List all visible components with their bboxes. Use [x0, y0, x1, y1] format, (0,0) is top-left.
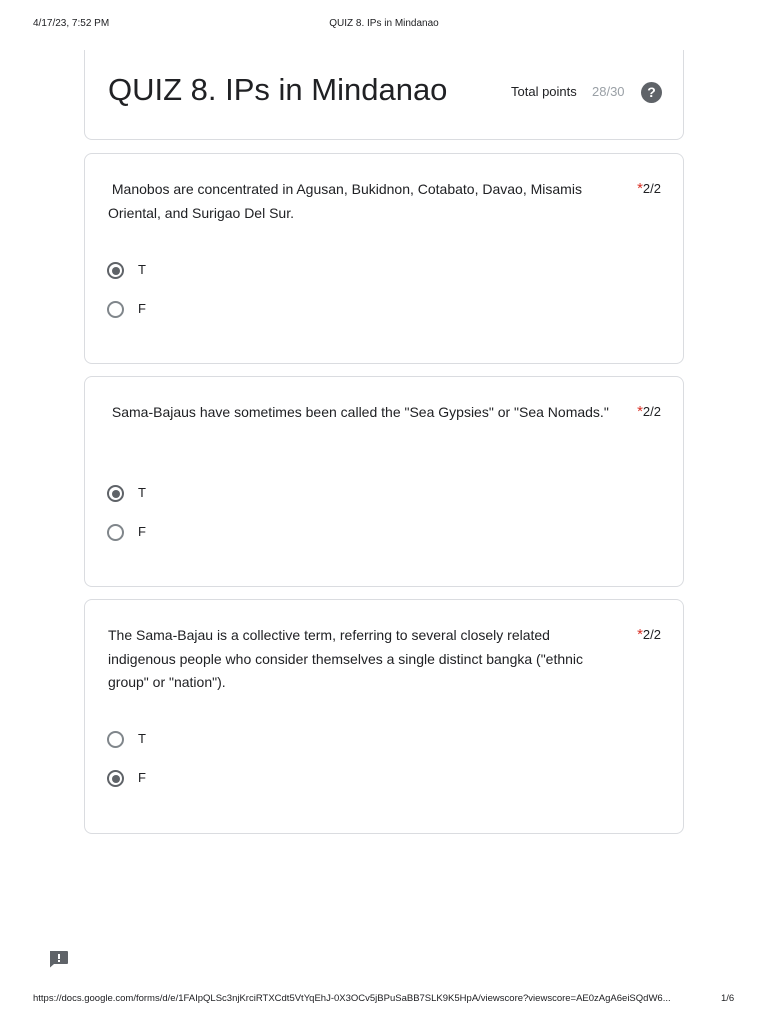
required-asterisk: *	[637, 403, 643, 420]
print-footer	[0, 993, 768, 1007]
question-card	[84, 153, 684, 364]
question-card	[84, 376, 684, 587]
points-value: 2/2	[642, 181, 661, 196]
option-label: T	[138, 731, 146, 746]
radio-unselected-icon[interactable]	[107, 731, 124, 748]
radio-selected-icon[interactable]	[107, 262, 124, 279]
option-label: T	[138, 262, 146, 277]
radio-selected-icon[interactable]	[107, 770, 124, 787]
print-title: QUIZ 8. IPs in Mindanao	[329, 18, 439, 29]
question-text: Sama-Bajaus have sometimes been called the "Sea Gypsies" or "Sea Nomads."	[108, 404, 609, 420]
points-value: 2/2	[642, 627, 661, 642]
question-text: The Sama-Bajau is a collective term, referring to several closely related indigenous people who consider themselves a single distinct bangka ("ethnic group" or "nation").	[108, 627, 587, 690]
help-icon[interactable]: ?	[641, 82, 662, 103]
question-text: Manobos are concentrated in Agusan, Bukidnon, Cotabato, Davao, Misamis Oriental, and Surigao Del Sur.	[108, 181, 586, 221]
option-label: F	[138, 301, 146, 316]
radio-unselected-icon[interactable]	[107, 301, 124, 318]
print-url: https://docs.google.com/forms/d/e/1FAIpQLSc3njKrciRTXCdt5VtYqEhJ-0X3OCv5jBPuSaBB7SLK9K5HpA/viewscore?viewscore=AE0zAgA6eiSQdW6...	[33, 993, 671, 1004]
feedback-icon[interactable]	[48, 950, 69, 968]
question-card	[84, 599, 684, 834]
page-number: 1/6	[721, 993, 735, 1004]
option-label: T	[138, 485, 146, 500]
question-points	[637, 180, 661, 197]
radio-selected-icon[interactable]	[107, 485, 124, 502]
question-points	[637, 403, 661, 420]
required-asterisk: *	[637, 626, 643, 643]
print-header	[0, 18, 768, 32]
total-points-value: 28/30	[592, 84, 625, 99]
required-asterisk: *	[637, 180, 643, 197]
quiz-header-card	[84, 50, 684, 140]
points-value: 2/2	[642, 404, 661, 419]
print-datetime: 4/17/23, 7:52 PM	[33, 18, 110, 29]
radio-unselected-icon[interactable]	[107, 524, 124, 541]
total-points-label: Total points	[511, 84, 577, 99]
question-points	[637, 626, 661, 643]
option-label: F	[138, 524, 146, 539]
option-label: F	[138, 770, 146, 785]
quiz-title: QUIZ 8. IPs in Mindanao	[108, 72, 448, 107]
